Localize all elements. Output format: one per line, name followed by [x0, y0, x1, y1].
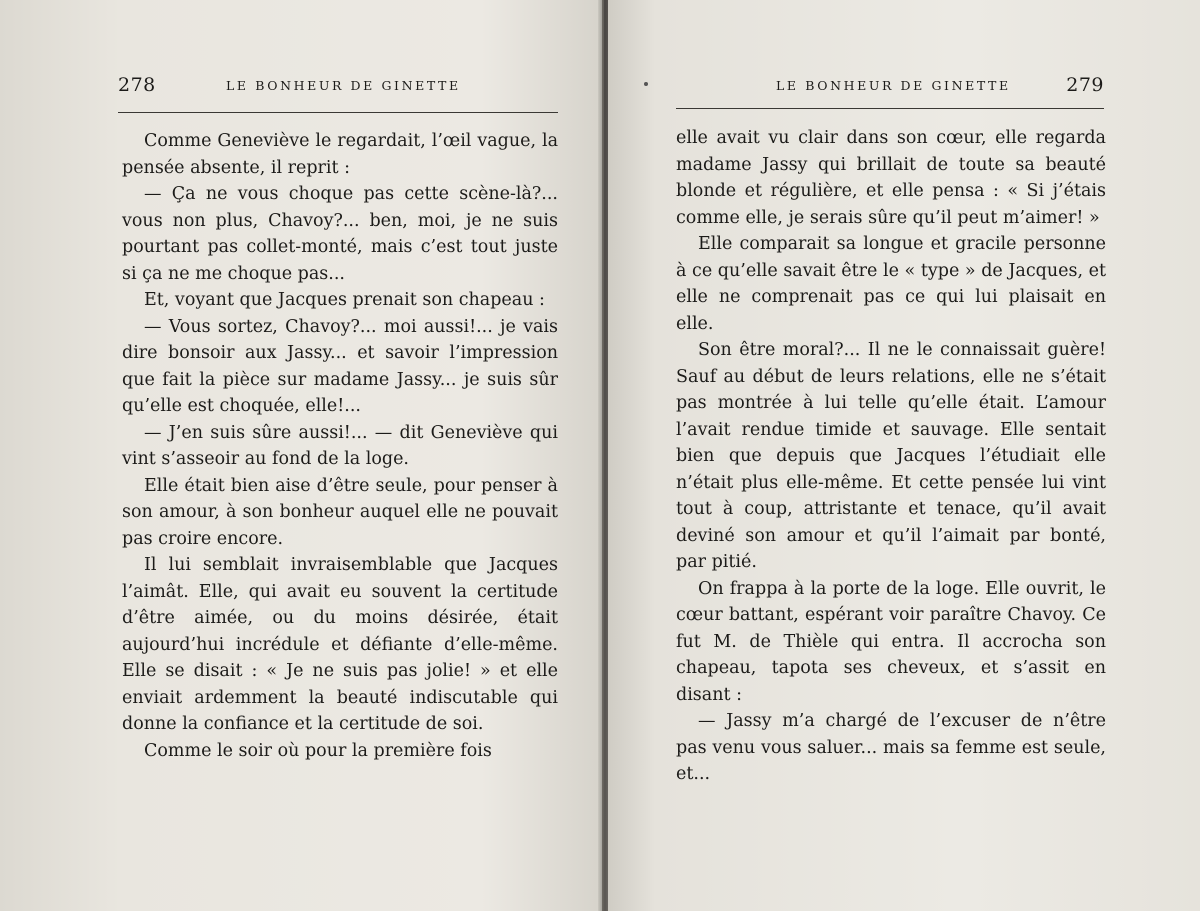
- page-number: 278: [118, 74, 156, 96]
- continued-paragraph: elle avait vu clair dans son cœur, elle regarda madame Jassy qui brillait de toute sa beauté blonde et régulière, et elle pensa : « Si j’étais comme elle, je serais sûre qu’il peut m’aimer! »: [676, 128, 1106, 228]
- paragraph: Elle était bien aise d’être seule, pour penser à son amour, à son bonheur auquel elle ne pouvait pas croire encore.: [122, 475, 558, 549]
- paragraph: Et, voyant que Jacques prenait son chapeau :: [144, 290, 545, 310]
- right-page-header: [676, 74, 1104, 100]
- paragraph: — Jassy m’a chargé de l’excuser de n’être pas venu vous saluer... mais sa femme est seule, et...: [676, 711, 1106, 784]
- paragraph: — Ça ne vous choque pas cette scène-là?... vous non plus, Chavoy?... ben, moi, je ne suis pourtant pas collet-monté, mais c’est tout juste si ça ne me choque pas...: [122, 184, 558, 284]
- paragraph: On frappa à la porte de la loge. Elle ouvrit, le cœur battant, espérant voir paraître Chavoy. Ce fut M. de Thièle qui entra. Il accrocha son chapeau, tapota ses cheveux, et s’assit en disant :: [676, 578, 1106, 705]
- page-number: 279: [1066, 74, 1104, 96]
- left-page-header: [118, 74, 558, 100]
- right-page: [608, 0, 1200, 911]
- page-speck: [644, 82, 648, 86]
- left-page-text: [122, 128, 558, 764]
- paragraph: Son être moral?... Il ne le connaissait guère! Sauf au début de leurs relations, elle ne s’était pas montrée à lui telle qu’elle était. L’amour l’avait rendue timide et sauvage. Elle sentait bien que depuis que Jacques l’étudiait elle n’était plus elle-même. Et cette pensée lui vint tout à coup, attristante et tenace, qu’il avait deviné son amour et qu’il l’aimait par bonté, par pitié.: [676, 340, 1106, 572]
- paragraph: — J’en suis sûre aussi!... — dit Geneviève qui vint s’asseoir au fond de la loge.: [122, 422, 558, 469]
- running-head: LE BONHEUR DE GINETTE: [226, 78, 461, 93]
- paragraph: Elle comparait sa longue et gracile personne à ce qu’elle savait être le « type » de Jacques, et elle ne comprenait pas ce qui lui plaisait en elle.: [676, 234, 1106, 334]
- right-page-text: [676, 125, 1106, 788]
- paragraph: Comme Geneviève le regardait, l’œil vague, la pensée absente, il reprit :: [122, 131, 558, 178]
- header-rule: [676, 108, 1104, 109]
- running-head: LE BONHEUR DE GINETTE: [776, 78, 1011, 93]
- header-rule: [118, 112, 558, 113]
- paragraph: Il lui semblait invraisemblable que Jacques l’aimât. Elle, qui avait eu souvent la certitude d’être aimée, ou du moins désirée, était aujourd’hui incrédule et défiante d’elle-même. Elle se disait : « Je ne suis pas jolie! » et elle enviait ardemment la beauté indiscutable qui donne la confiance et la certitude de soi.: [122, 555, 558, 734]
- paragraph: — Vous sortez, Chavoy?... moi aussi!... je vais dire bonsoir aux Jassy... et savoir l’impression que fait la pièce sur madame Jassy... je suis sûr qu’elle est choquée, elle!...: [122, 316, 558, 416]
- paragraph: Comme le soir où pour la première fois: [144, 740, 492, 761]
